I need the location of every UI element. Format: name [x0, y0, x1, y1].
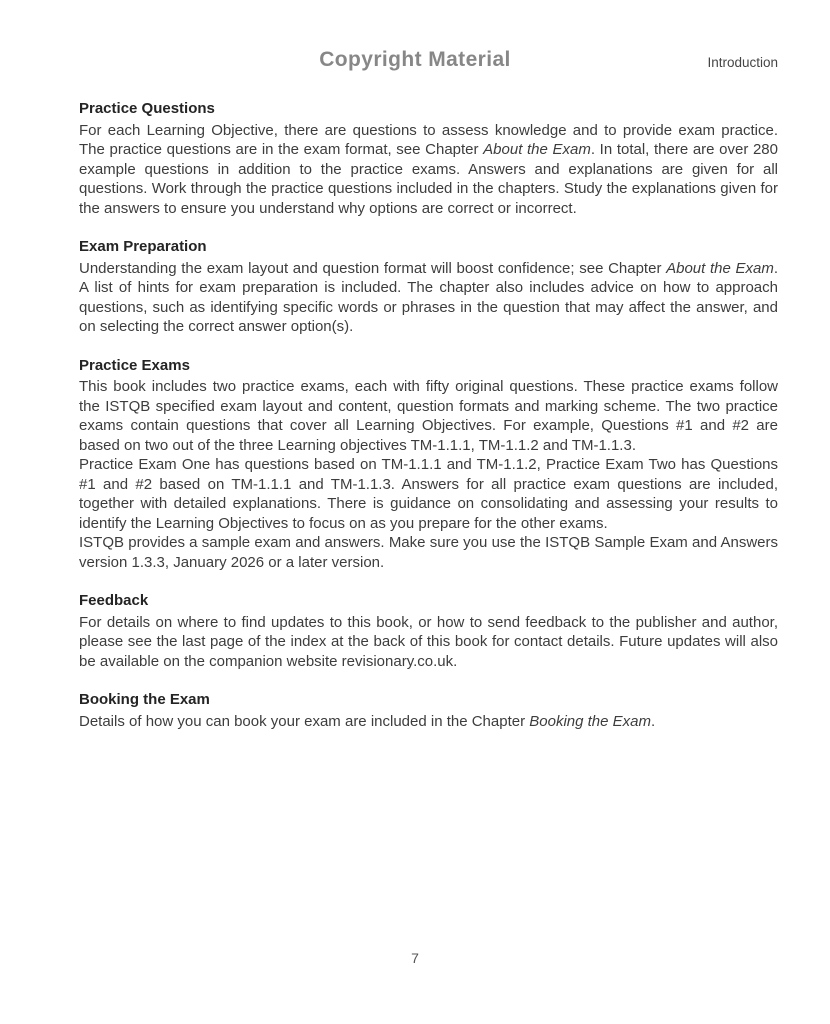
section-heading: Booking the Exam	[79, 691, 210, 708]
section-heading: Practice Questions	[79, 100, 215, 117]
italic-text-run: Booking the Exam	[529, 712, 652, 730]
section-heading: Feedback	[79, 592, 149, 609]
section	[79, 237, 778, 337]
italic-text-run: About the Exam	[483, 141, 591, 158]
chapter-label: Introduction	[707, 55, 778, 70]
text-run: .	[651, 712, 656, 730]
paragraph	[79, 377, 778, 455]
paragraph	[79, 455, 778, 533]
italic-text-run: About the Exam	[666, 259, 774, 277]
text-run: Details of how you can book your exam are included in the Chapter	[79, 712, 530, 730]
section	[79, 356, 778, 573]
text-run: . A list of hints for exam preparation is included. The chapter also includes advice on how to approach questions, such as identifying specific words or phrases in the question that may affect the answer, and on selecting the correct answer option(s).	[79, 259, 778, 335]
copyright-watermark: Copyright Material	[319, 48, 511, 71]
section	[79, 690, 778, 731]
paragraph	[79, 613, 778, 672]
paragraph	[79, 712, 778, 732]
text-run: For details on where to find updates to this book, or how to send feedback to the publisher and author, please see the last page of the index at the back of this book for contact details. Future updates will also be available on the companion website revisionary.co.uk.	[79, 613, 778, 670]
text-run: Understanding the exam layout and question format will boost confidence; see Chapter	[79, 259, 667, 277]
text-run: . In total, there are over 280 example questions in addition to the practice exams. Answers and explanations are given for all questions. Work through the practice questions included in the chapters. Study the explanations given for the answers to ensure you understand why options are correct or incorrect.	[79, 141, 778, 217]
section	[79, 99, 778, 218]
section-heading: Exam Preparation	[79, 238, 207, 255]
section	[79, 591, 778, 671]
section-heading: Practice Exams	[79, 356, 190, 374]
page-content	[79, 99, 778, 750]
paragraph	[79, 533, 778, 572]
text-run: ISTQB provides a sample exam and answers. Make sure you use the ISTQB Sample Exam and Answers version 1.3.3, January 2026 or a later version.	[79, 534, 778, 571]
paragraph	[79, 121, 778, 219]
text-run: For each Learning Objective, there are questions to assess knowledge and to provide exam practice. The practice questions are in the exam format, see Chapter	[79, 121, 778, 158]
text-run: Practice Exam One has questions based on TM-1.1.1 and TM-1.1.2, Practice Exam Two has Questions #1 and #2 based on TM-1.1.1 and TM-1.1.3. Answers for all practice exam questions are included, together with detailed explanations. There is guidance on consolidating and assessing your results to identify the Learning Objectives to focus on as you prepare for the other exams.	[79, 456, 778, 532]
paragraph	[79, 259, 778, 337]
text-run: This book includes two practice exams, each with fifty original questions. These practice exams follow the ISTQB specified exam layout and content, question formats and marking scheme. The two practice exams contain questions that cover all Learning Objectives. For example, Questions #1 and #2 are based on two out of the three Learning objectives TM-1.1.1, TM-1.1.2 and TM-1.1.3.	[79, 378, 778, 454]
page-number: 7	[411, 950, 419, 966]
